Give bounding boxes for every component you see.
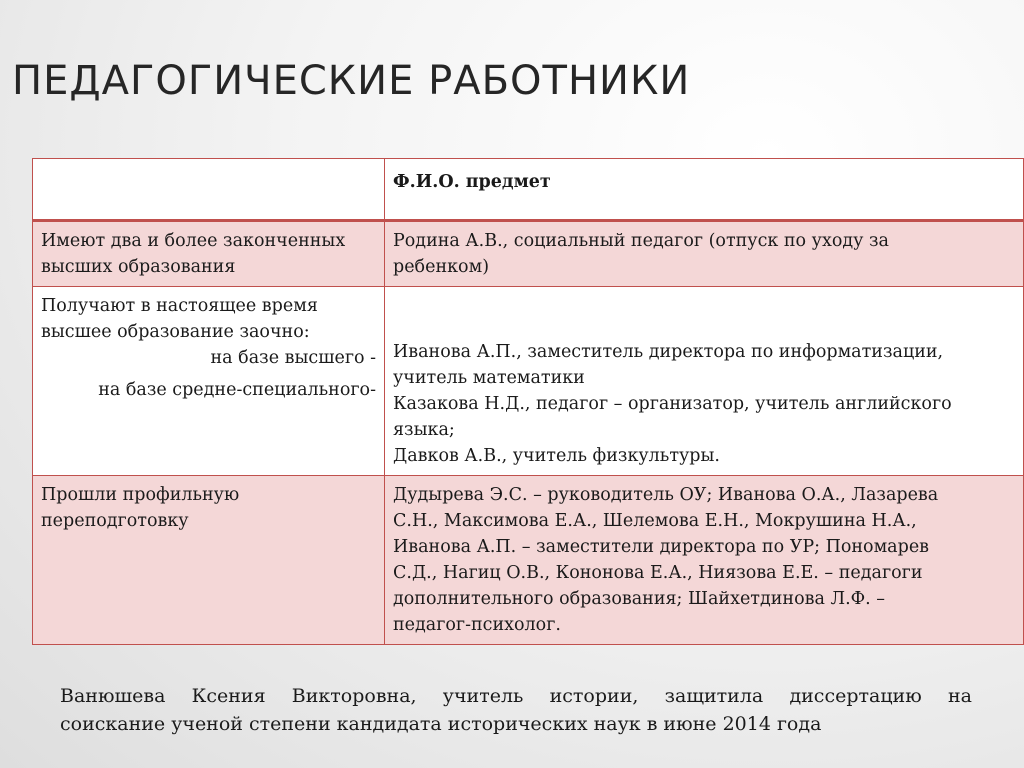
header-cell-name-subject: Ф.И.О. предмет <box>385 159 1024 221</box>
row-value-line: С.Д., Нагиц О.В., Кононова Е.А., Ниязова Е.Е. – педагоги <box>393 563 923 583</box>
row-value-line: Давков А.В., учитель физкультуры. <box>393 446 720 466</box>
row-value-line: Родина А.В., социальный педагог (отпуск по уходу за <box>393 231 889 251</box>
row-value <box>385 221 1024 287</box>
row-value-line: дополнительного образования; Шайхетдинова Л.Ф. – <box>393 589 886 609</box>
row-label-sub-secondary: на базе средне-специального- <box>98 380 376 400</box>
row-value-line: ребенком) <box>393 257 490 277</box>
row-label <box>33 287 385 476</box>
table-row-studying <box>33 287 1024 476</box>
row-value <box>385 476 1024 645</box>
row-label-line: переподготовку <box>41 511 189 531</box>
row-label-line: Прошли профильную <box>41 485 240 505</box>
footer-line: соискание ученой степени кандидата исторических наук в июне 2014 года <box>60 713 822 735</box>
row-label <box>33 221 385 287</box>
footer-line: Ванюшева Ксения Викторовна, учитель истории, защитила диссертацию на <box>60 685 972 707</box>
row-value-line: С.Н., Максимова Е.А., Шелемова Е.Н., Мокрушина Н.А., <box>393 511 917 531</box>
row-value-line: языка; <box>393 420 455 440</box>
row-value-line: Иванова А.П., заместитель директора по информатизации, <box>393 342 944 362</box>
row-label-sub-higher: на базе высшего - <box>210 348 376 368</box>
table-header-row <box>33 159 1024 221</box>
slide-title: ПЕДАГОГИЧЕСКИЕ РАБОТНИКИ <box>12 58 691 104</box>
row-value <box>385 287 1024 476</box>
row-value-line: Иванова А.П. – заместители директора по УР; Пономарев <box>393 537 930 557</box>
row-value-line: учитель математики <box>393 368 585 388</box>
table-row-two-degrees <box>33 221 1024 287</box>
row-label <box>33 476 385 645</box>
row-label-line: высшее образование заочно: <box>41 322 310 342</box>
row-value-line: Дудырева Э.С. – руководитель ОУ; Иванова О.А., Лазарева <box>393 485 939 505</box>
row-value-line: педагог-психолог. <box>393 615 561 635</box>
row-value-line: Казакова Н.Д., педагог – организатор, учитель английского <box>393 394 952 414</box>
table-row-retraining <box>33 476 1024 645</box>
header-cell-empty <box>33 159 385 221</box>
row-label-line: Получают в настоящее время <box>41 296 318 316</box>
staff-table <box>32 158 1024 645</box>
footer-note <box>60 682 972 738</box>
row-label-line: Имеют два и более законченных <box>41 231 346 251</box>
row-label-line: высших образования <box>41 257 236 277</box>
